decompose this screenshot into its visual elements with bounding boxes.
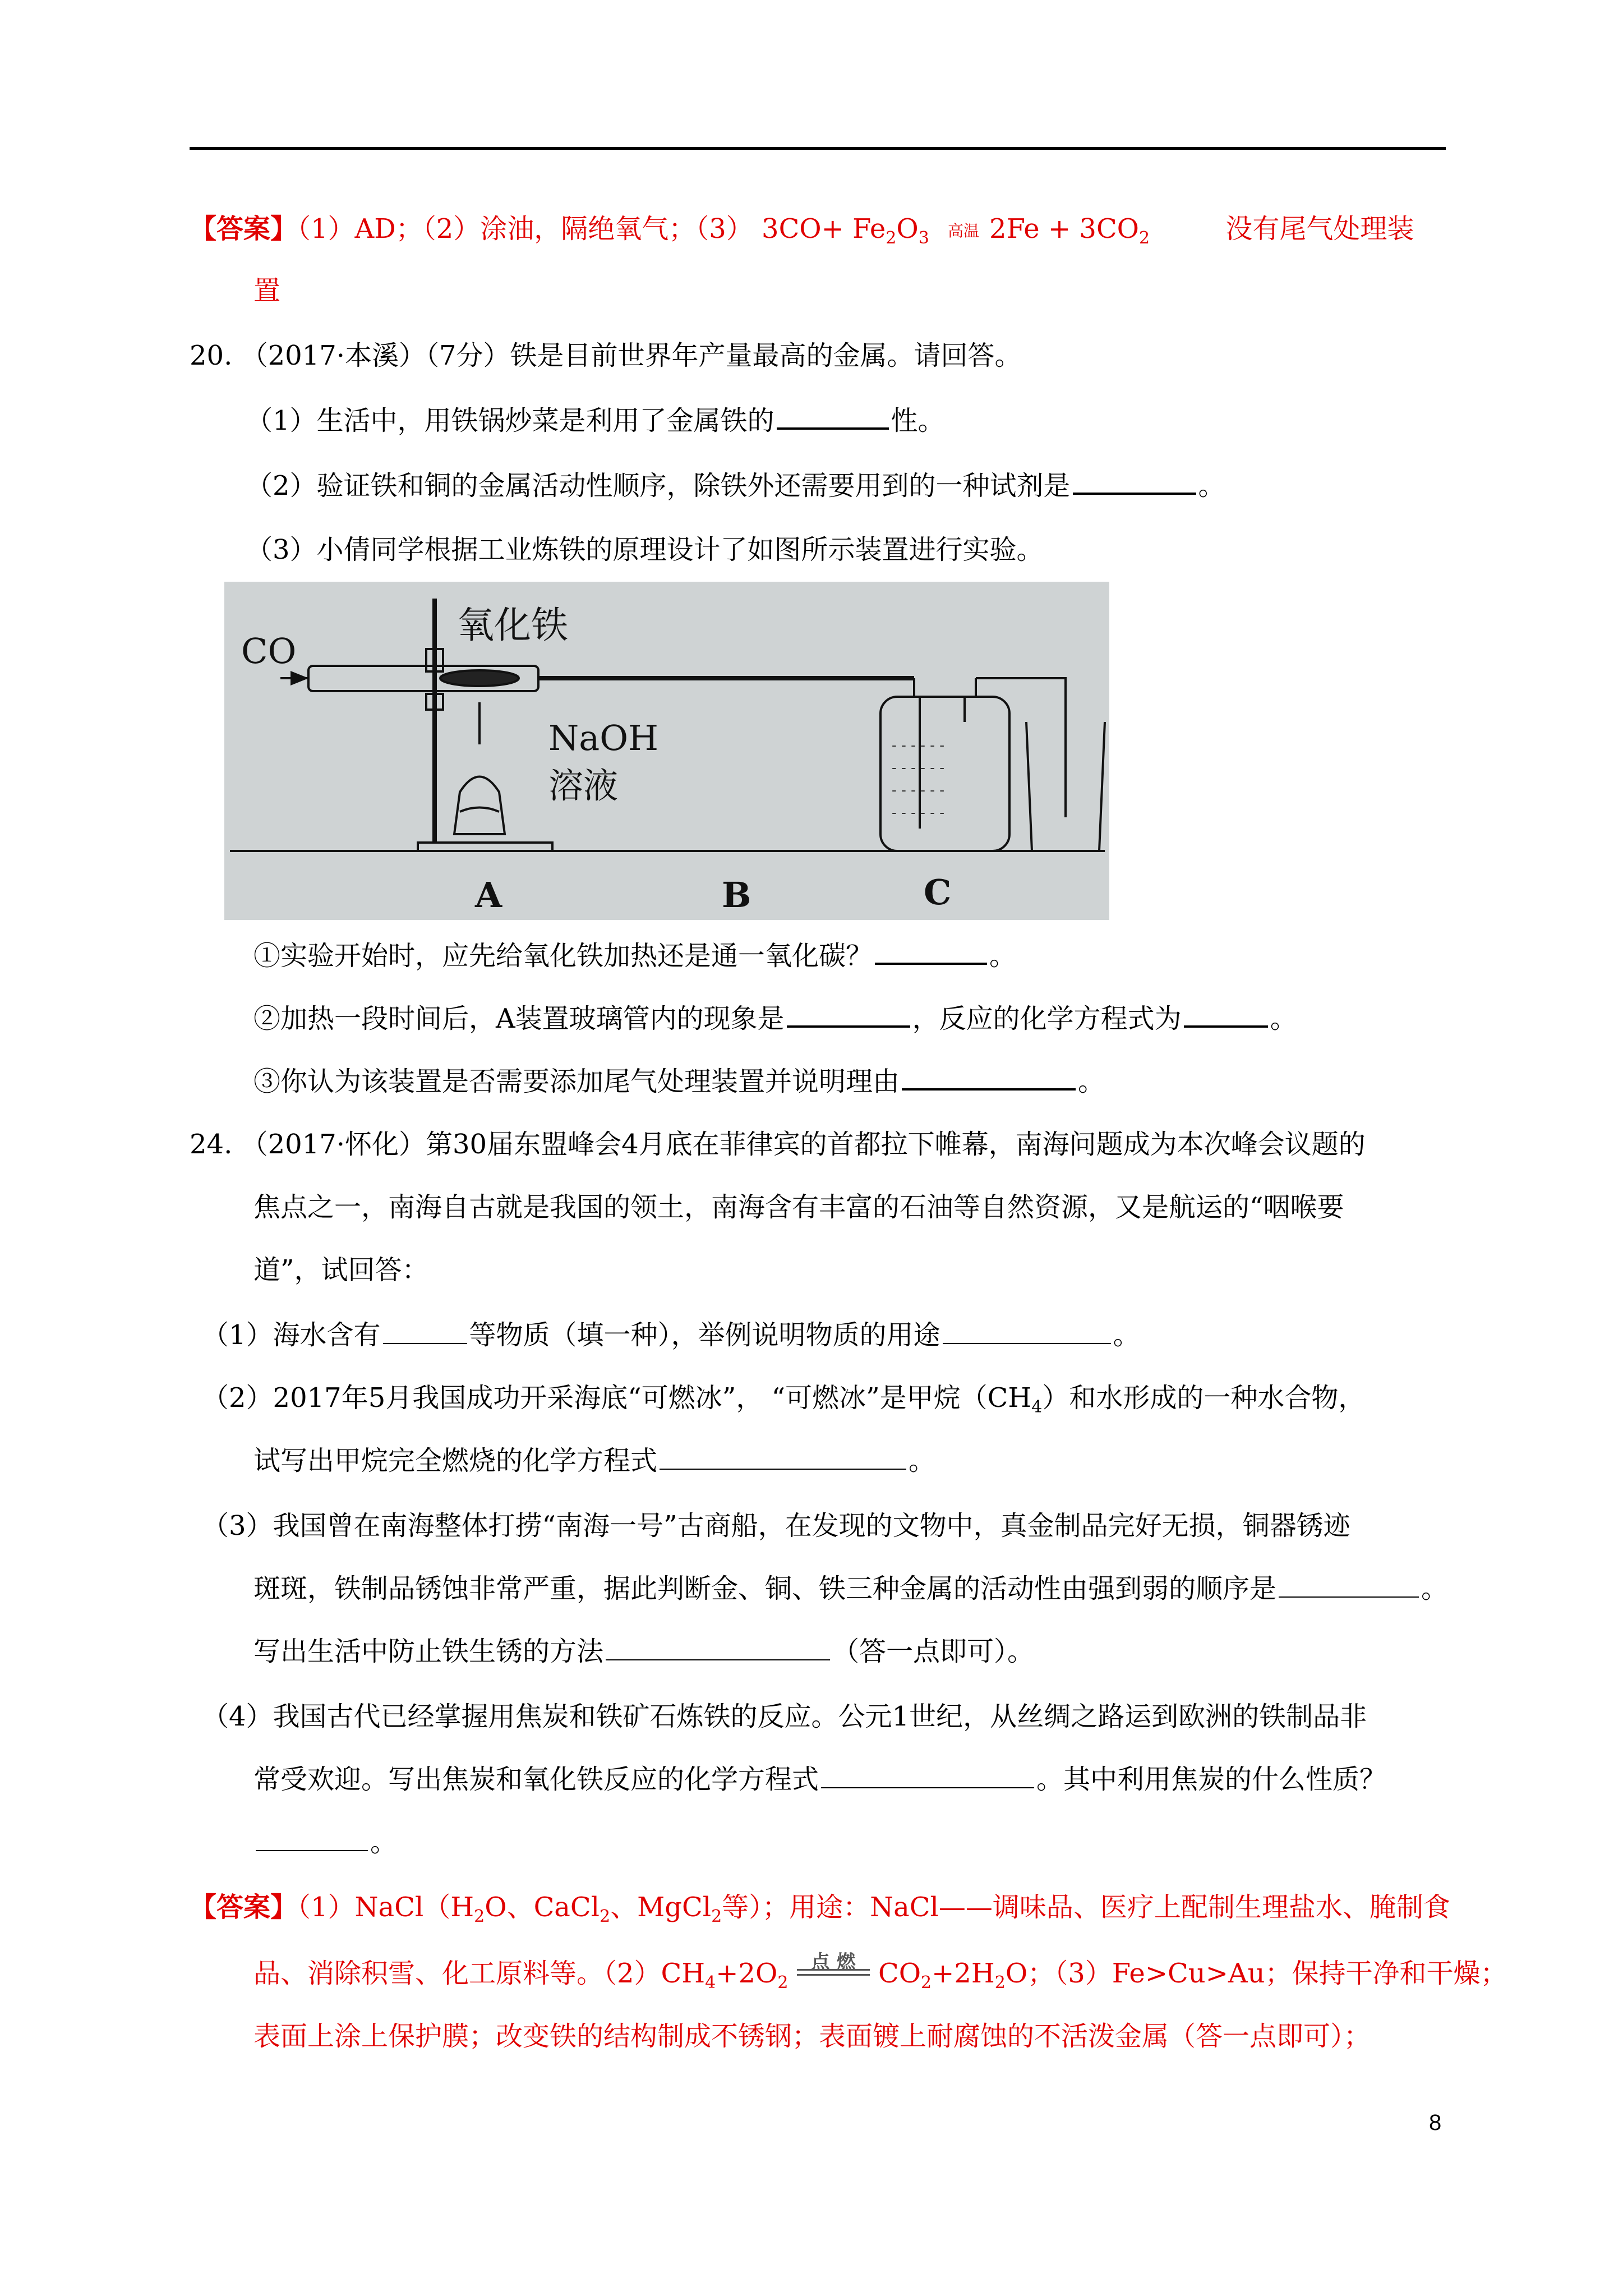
label-naoh: NaOH — [548, 717, 659, 758]
q24-part-1: （1）海水含有 等物质（填一种），举例说明物质的用途 。 — [202, 1319, 1140, 1351]
apparatus-diagram — [224, 582, 1109, 920]
answer-blank[interactable] — [902, 1064, 1076, 1091]
q24-part-3-line-2: 斑斑，铁制品锈蚀非常严重，据此判断金、铜、铁三种金属的活动性由强到弱的顺序是 。 — [253, 1573, 1449, 1604]
lamp-liquid — [460, 808, 499, 812]
answer-tag: 【答案】 — [190, 213, 298, 245]
answer-tag: 【答案】 — [190, 1892, 298, 1923]
label-b: B — [722, 875, 751, 915]
svg-text:- - - - - -: - - - - - - — [892, 782, 945, 799]
stand-base — [418, 843, 552, 851]
answer-blank[interactable] — [660, 1444, 906, 1470]
answer-blank[interactable] — [256, 1825, 368, 1851]
label-a: A — [475, 875, 502, 915]
answer-blank[interactable] — [875, 938, 987, 965]
answer-blank[interactable] — [1184, 1001, 1268, 1028]
answer-blank[interactable] — [777, 403, 889, 430]
q24-part-3-line-3: 写出生活中防止铁生锈的方法 （答一点即可）。 — [253, 1636, 1035, 1667]
q24-part-3-line-1: （3）我国曾在南海整体打捞“南海一号”古商船，在发现的文物中，真金制品完好无损，铜器锈迹 — [202, 1510, 1350, 1542]
experiment-apparatus-figure — [224, 582, 1109, 920]
tube-to-c — [976, 678, 1066, 817]
q20-sub-1: ①实验开始时，应先给氧化铁加热还是通一氧化碳？ 。 — [253, 938, 1016, 973]
answer-blank[interactable] — [606, 1635, 830, 1660]
header-rule — [190, 147, 1446, 150]
label-c: C — [924, 872, 952, 913]
q20-part-1: （1）生活中，用铁锅炒菜是利用了金属铁的 性。 — [246, 403, 945, 438]
answer-1-line-2: 置 — [253, 275, 281, 306]
svg-text:- - - - - -: - - - - - - — [892, 760, 945, 776]
answer-2-line-2: 品、消除积雪、化工原料等。$(2)CH_4+2O_2$ 点 燃 $CO_2+2H_2O$；（3）Fe>Cu>Au；保持干净和干燥； — [253, 1950, 1507, 1993]
q20-part-2: （2）验证铁和铜的金属活动性顺序，除铁外还需要用到的一种试剂是 。 — [246, 468, 1225, 503]
answer-blank[interactable] — [383, 1318, 467, 1344]
answer-blank[interactable] — [1073, 468, 1196, 495]
label-co: CO — [241, 631, 297, 671]
co-arrow-head — [292, 673, 306, 684]
q24-line-1: 24. （2017·怀化）第30届东盟峰会4月底在菲律宾的首都拉下帷幕，南海问题成为本次峰会议题的 — [190, 1129, 1366, 1160]
q24-part-2-line-1: （2）2017年5月我国成功开采海底“可燃冰”， “可燃冰”是甲烷$(CH_4)$和水形成的一种水合物， — [202, 1382, 1366, 1417]
q20-header: 20. （2017·本溪）（7分）铁是目前世界年产量最高的金属。请回答。 — [190, 340, 1022, 371]
q24-line-2: 焦点之一，南海自古就是我国的领土，南海含有丰富的石油等自然资源，又是航运的“咽喉要 — [253, 1191, 1344, 1223]
reaction-condition: 点 燃 — [797, 1964, 870, 1987]
alcohol-lamp — [454, 777, 505, 835]
q20-sub-3: ③你认为该装置是否需要添加尾气处理装置并说明理由 。 — [253, 1064, 1105, 1098]
q24-part-4-line-3: 。 — [253, 1825, 397, 1859]
label-iron-oxide: 氧化铁 — [457, 604, 568, 647]
answer-2-line-3: 表面上涂上保护膜；改变铁的结构制成不锈钢；表面镀上耐腐蚀的不活泼金属（答一点即可）； — [253, 2021, 1371, 2052]
q20-sub-2: ②加热一段时间后，A装置玻璃管内的现象是 ，反应的化学方程式为 。 — [253, 1001, 1297, 1036]
q20-part-3: （3）小倩同学根据工业炼铁的原理设计了如图所示装置进行实验。 — [246, 534, 1044, 565]
page-number: 8 — [1429, 2110, 1442, 2135]
answer-1-line-1: 【答案】（1）AD；（2）涂油，隔绝氧气；（3） $3CO+ Fe_2O_3$ 高温 $2Fe + 3CO_2$ 没有尾气处理装 — [190, 213, 1414, 248]
answer-blank[interactable] — [821, 1763, 1034, 1788]
svg-text:- - - - - -: - - - - - - — [892, 737, 945, 754]
q24-line-3: 道”，试回答： — [253, 1254, 429, 1286]
answer-blank[interactable] — [1279, 1572, 1419, 1598]
svg-text:- - - - - -: - - - - - - — [892, 804, 945, 821]
q24-part-4-line-1: （4）我国古代已经掌握用焦炭和铁矿石炼铁的反应。公元1世纪，从丝绸之路运到欧洲的铁制品非 — [202, 1701, 1367, 1732]
iron-oxide-powder — [440, 670, 519, 686]
label-solution: 溶液 — [548, 765, 619, 806]
q24-part-2-line-2: 试写出甲烷完全燃烧的化学方程式 。 — [253, 1445, 936, 1476]
answer-blank[interactable] — [787, 1001, 910, 1028]
answer-blank[interactable] — [943, 1318, 1111, 1344]
q24-part-4-line-2: 常受欢迎。写出焦炭和氧化铁反应的化学方程式 。其中利用焦炭的什么性质？ — [253, 1764, 1387, 1795]
answer-2-line-1: 【答案】$(1)NaCl(H_2O$、CaCl$_2$、MgCl$_2$等）；用途：NaCl——调味品、医疗上配制生理盐水、腌制食 — [190, 1892, 1450, 1926]
